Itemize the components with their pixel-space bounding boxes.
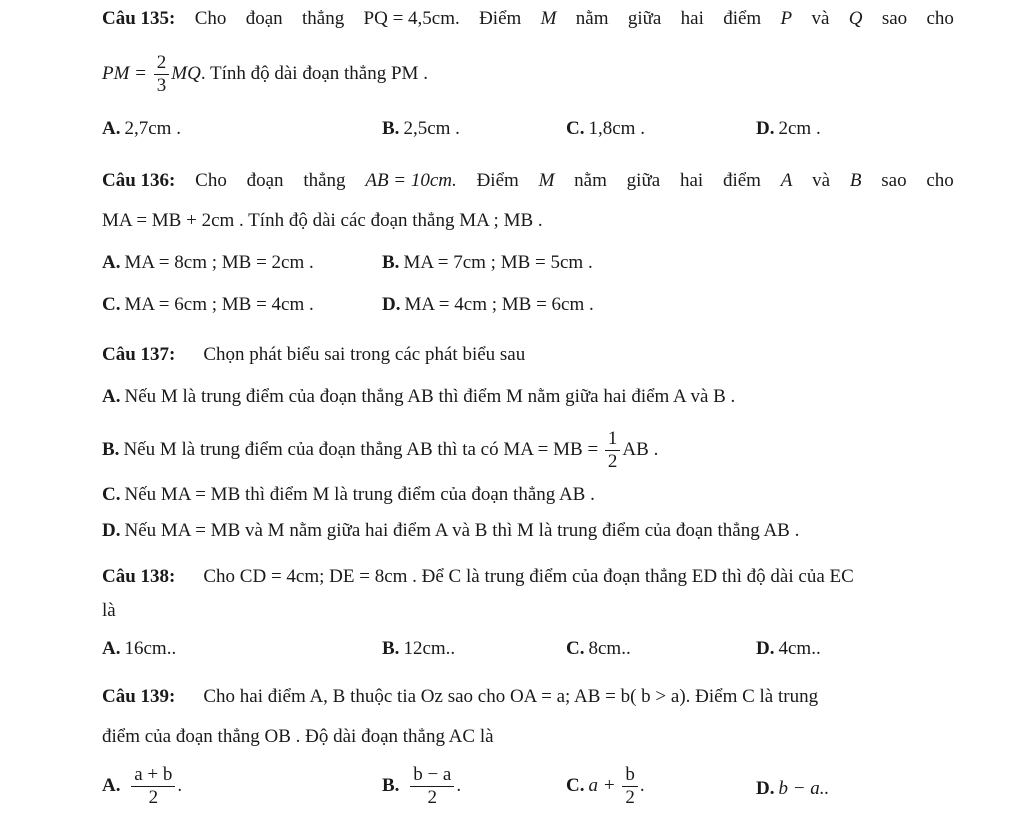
q139-option-a-num: a + b xyxy=(131,764,175,787)
q138-option-c[interactable] xyxy=(566,636,631,662)
q139-line2: điểm của đoạn thẳng OB . Độ dài đoạn thẳng AC là xyxy=(102,726,494,747)
q135-option-c-text: 1,8cm . xyxy=(588,118,645,139)
q136-w6: nằm xyxy=(574,170,607,191)
q138-option-d-text: 4cm.. xyxy=(778,638,821,659)
q137-option-d-text: Nếu MA = MB và M nằm giữa hai điểm A và B thì M là trung điểm của đoạn thẳng AB . xyxy=(124,520,800,541)
q136-w4: Điểm xyxy=(476,170,519,191)
q136-option-a-text: MA = 8cm ; MB = 2cm . xyxy=(124,252,314,273)
q136-w14: cho xyxy=(926,170,954,191)
q139-option-a-tail: . xyxy=(177,774,183,796)
q137-option-a-label: A. xyxy=(102,386,121,407)
q137-option-b-frac-den: 2 xyxy=(607,451,618,472)
q139-option-c-num: b xyxy=(622,764,638,787)
q135-w11: và xyxy=(811,8,830,29)
q135-option-c[interactable] xyxy=(566,116,645,142)
q139-option-c-tail: . xyxy=(639,774,645,796)
q138-stem-line xyxy=(102,564,954,590)
q136-w5: M xyxy=(538,170,555,191)
q136-w2: thẳng xyxy=(303,170,346,191)
q139-option-c-fraction xyxy=(622,764,638,809)
q136-option-b-text: MA = 7cm ; MB = 5cm . xyxy=(403,252,593,273)
q135-option-c-label: C. xyxy=(566,118,585,139)
q138-option-c-text: 8cm.. xyxy=(588,638,631,659)
q137-label: Câu 137: xyxy=(102,344,176,365)
q135-option-d-label: D. xyxy=(756,118,775,139)
q137-option-c[interactable] xyxy=(102,482,595,508)
q136-line2: MA = MB + 2cm . Tính độ dài các đoạn thẳng MA ; MB . xyxy=(102,210,543,231)
q137-option-b[interactable] xyxy=(102,428,658,473)
q135-line2 xyxy=(102,52,954,97)
q139-option-b-fraction xyxy=(410,764,454,809)
q135-w3: PQ = 4,5cm. xyxy=(363,8,460,29)
q135-w12: Q xyxy=(848,8,863,29)
q135-w14: cho xyxy=(926,8,954,29)
q135-option-a[interactable] xyxy=(102,116,181,142)
q138-option-c-label: C. xyxy=(566,638,585,659)
q135-w10: P xyxy=(780,8,793,29)
q136-option-c[interactable] xyxy=(102,292,314,318)
q137-stem-line xyxy=(102,342,954,368)
q137-option-b-tail: AB . xyxy=(622,438,659,460)
q138-option-b[interactable] xyxy=(382,636,455,662)
q138-stem: Cho CD = 4cm; DE = 8cm . Để C là trung điểm của đoạn thẳng ED thì độ dài của EC xyxy=(203,566,854,587)
q135-w0: Cho xyxy=(194,8,227,29)
q135-w2: thẳng xyxy=(301,8,345,29)
q136-w1: đoạn xyxy=(246,170,284,191)
q135-w1: đoạn xyxy=(245,8,283,29)
q136-option-b-label: B. xyxy=(382,252,400,273)
q136-option-b[interactable] xyxy=(382,250,593,276)
q135-option-b-text: 2,5cm . xyxy=(403,118,460,139)
q139-option-c-den: 2 xyxy=(625,787,635,808)
q137-option-d-label: D. xyxy=(102,520,121,541)
q135-w7: giữa xyxy=(627,8,662,29)
q137-option-c-text: Nếu MA = MB thì điểm M là trung điểm của đoạn thẳng AB . xyxy=(124,484,595,505)
q139-option-b-num: b − a xyxy=(410,764,454,787)
q135-frac-den: 3 xyxy=(156,75,167,96)
q135-w5: M xyxy=(540,8,557,29)
q136-option-c-text: MA = 6cm ; MB = 4cm . xyxy=(124,294,314,315)
q135-option-b[interactable] xyxy=(382,116,460,142)
q135-frac-num: 2 xyxy=(154,52,170,75)
q136-option-a-label: A. xyxy=(102,252,121,273)
q139-option-c-pre: a + xyxy=(588,774,616,796)
q136-w8: hai xyxy=(679,170,704,191)
q135-tail: . Tính độ dài đoạn thẳng PM . xyxy=(200,62,428,84)
q135-eq-lhs: PM = xyxy=(102,62,148,84)
q138-option-a-text: 16cm.. xyxy=(124,638,177,659)
q137-option-c-label: C. xyxy=(102,484,121,505)
q136-w3: AB = 10cm. xyxy=(365,170,457,191)
q137-option-d[interactable] xyxy=(102,518,799,544)
q139-option-a[interactable] xyxy=(102,764,182,809)
q139-stem: Cho hai điểm A, B thuộc tia Oz sao cho OA = a; AB = b( b > a). Điểm C là trung xyxy=(203,686,819,707)
q138-line2: là xyxy=(102,600,116,621)
q138-option-d[interactable] xyxy=(756,636,821,662)
q139-option-d-text: b − a.. xyxy=(778,778,830,799)
q136-w0: Cho xyxy=(195,170,227,191)
q135-w8: hai xyxy=(680,8,704,29)
q136-line1 xyxy=(102,168,954,194)
q135-w6: nằm xyxy=(575,8,609,29)
q139-option-d[interactable] xyxy=(756,776,829,802)
q135-option-a-label: A. xyxy=(102,118,121,139)
q135-eq-rhs: MQ xyxy=(171,62,201,84)
q136-option-d-text: MA = 4cm ; MB = 6cm . xyxy=(404,294,594,315)
q136-option-c-label: C. xyxy=(102,294,121,315)
q135-fraction xyxy=(154,52,170,97)
q139-option-d-label: D. xyxy=(756,778,775,799)
q138-option-a-label: A. xyxy=(102,638,121,659)
q137-option-b-text: Nếu M là trung điểm của đoạn thẳng AB thì ta có MA = MB = xyxy=(123,438,599,460)
q135-option-d[interactable] xyxy=(756,116,821,142)
q138-label: Câu 138: xyxy=(102,566,176,587)
q138-option-b-text: 12cm.. xyxy=(403,638,456,659)
q136-w12: B xyxy=(849,170,862,191)
q139-option-a-den: 2 xyxy=(148,787,159,808)
q139-option-b-tail: . xyxy=(456,774,462,796)
q139-stem-line xyxy=(102,684,954,710)
q137-option-a[interactable] xyxy=(102,384,735,410)
q139-option-c[interactable] xyxy=(566,764,645,809)
q139-option-b-label: B. xyxy=(382,774,400,796)
q135-option-d-text: 2cm . xyxy=(778,118,821,139)
q135-option-b-label: B. xyxy=(382,118,400,139)
q139-option-b-den: 2 xyxy=(427,787,438,808)
q135-label: Câu 135: xyxy=(102,8,176,29)
q136-label: Câu 136: xyxy=(102,170,176,191)
q139-option-b[interactable] xyxy=(382,764,461,809)
q136-w13: sao xyxy=(881,170,907,191)
q136-w9: điểm xyxy=(722,170,761,191)
q136-option-d[interactable] xyxy=(382,292,594,318)
q136-w11: và xyxy=(812,170,831,191)
q137-option-b-label: B. xyxy=(102,438,120,460)
q139-option-a-fraction xyxy=(131,764,175,809)
q137-stem: Chọn phát biểu sai trong các phát biểu sau xyxy=(203,344,526,365)
q139-option-a-label: A. xyxy=(102,774,121,796)
q135-line1 xyxy=(102,6,954,32)
q137-option-b-fraction xyxy=(605,428,621,473)
q136-w7: giữa xyxy=(626,170,661,191)
q138-option-a[interactable] xyxy=(102,636,176,662)
q135-w9: điểm xyxy=(723,8,762,29)
q135-w4: Điểm xyxy=(479,8,522,29)
q138-option-d-label: D. xyxy=(756,638,775,659)
q138-option-b-label: B. xyxy=(382,638,400,659)
q139-option-c-label: C. xyxy=(566,774,585,796)
q135-option-a-text: 2,7cm . xyxy=(124,118,181,139)
q137-option-a-text: Nếu M là trung điểm của đoạn thẳng AB thì điểm M nằm giữa hai điểm A và B . xyxy=(124,386,736,407)
q136-option-d-label: D. xyxy=(382,294,401,315)
q137-option-b-frac-num: 1 xyxy=(605,428,621,451)
q139-label: Câu 139: xyxy=(102,686,176,707)
q135-w13: sao xyxy=(881,8,908,29)
q136-option-a[interactable] xyxy=(102,250,314,276)
q136-w10: A xyxy=(780,170,793,191)
